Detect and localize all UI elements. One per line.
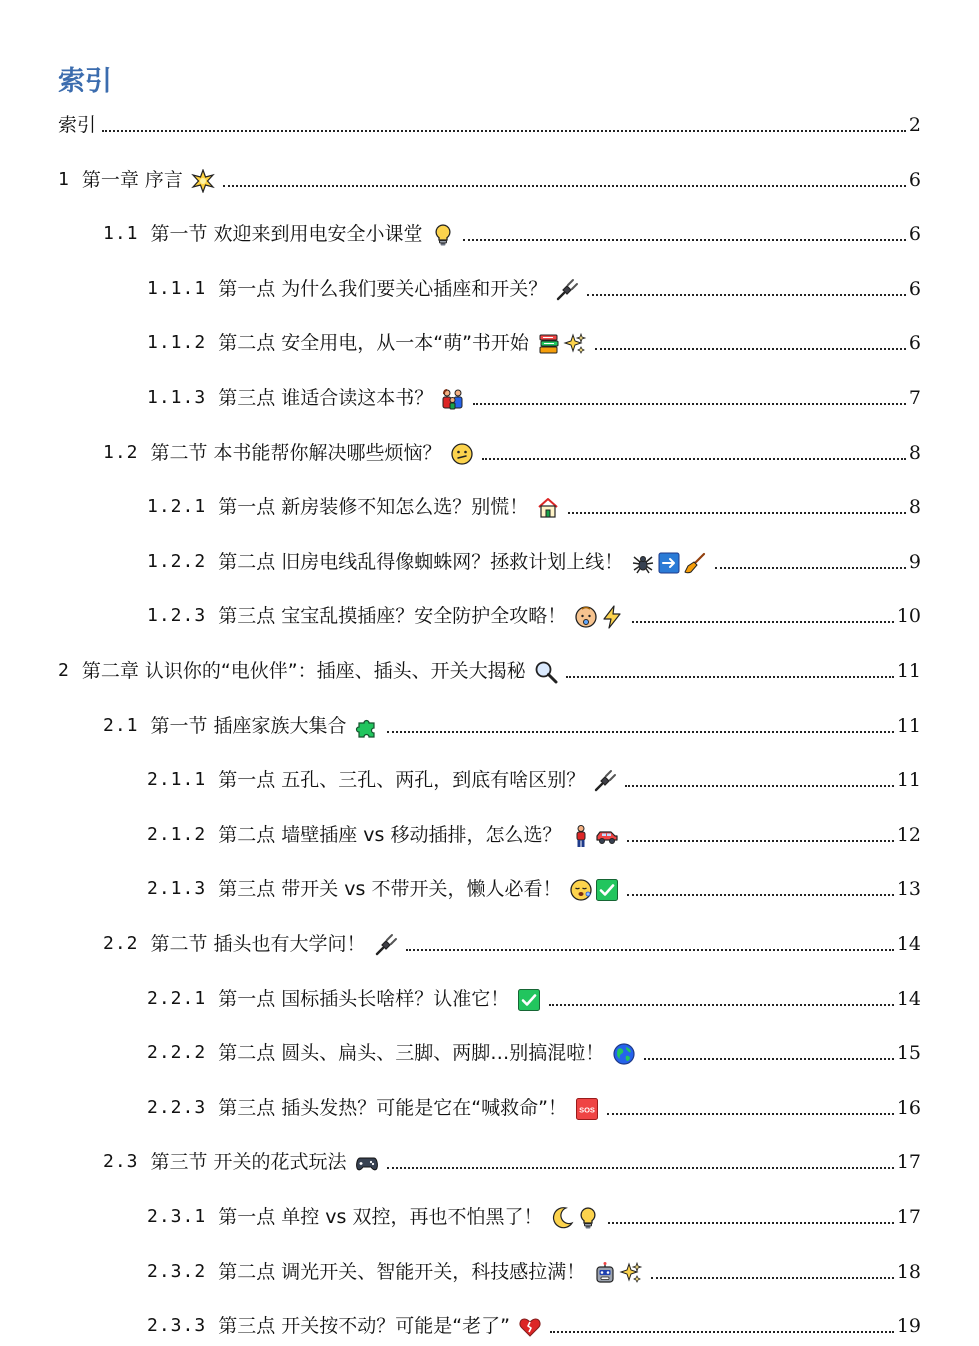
toc-entry-page-number: 11 <box>896 769 921 792</box>
dot-leader <box>223 185 906 187</box>
dot-leader <box>644 1058 894 1060</box>
toc-entry-emojis <box>593 1261 645 1285</box>
toc-entry-title: 第一点 新房装修不知怎么选？别慌！ <box>218 496 529 519</box>
toc-entry[interactable] <box>147 595 921 629</box>
dot-leader <box>102 130 906 132</box>
toc-entry-title: 第二章 认识你的“电伙伴”：插座、插头、开关大揭秘 <box>81 660 526 682</box>
toc-entry-page-number: 14 <box>896 933 921 955</box>
toc-entry-page-number: 2 <box>908 114 921 136</box>
toc-entry[interactable] <box>103 923 921 957</box>
sleepy-face-icon <box>569 878 593 902</box>
toc-entry-emojis <box>537 332 589 356</box>
broom-icon <box>683 551 707 575</box>
toc-entry-title: 第三节 开关的花式玩法 <box>150 1151 347 1174</box>
check-mark-icon <box>517 988 541 1012</box>
dot-leader <box>625 785 894 787</box>
sparkles-icon <box>619 1261 643 1285</box>
toc-entry-emojis <box>441 387 467 411</box>
toc-entry-number: 2.3 <box>103 1151 139 1173</box>
toc-entry-page-number: 6 <box>908 332 921 355</box>
dot-leader <box>627 894 893 896</box>
person-icon <box>569 824 593 848</box>
toc-entry-page-number: 19 <box>896 1315 921 1338</box>
toc-entry-emojis <box>612 1042 638 1066</box>
toc-entry-emojis <box>631 551 709 575</box>
toc-entry-page-number: 6 <box>908 277 921 300</box>
toc-entry-title: 第二点 旧房电线乱得像蜘蛛网？拯救计划上线！ <box>218 550 624 573</box>
toc-entry[interactable] <box>103 1141 921 1175</box>
toc-entry-number: 2.3.1 <box>147 1206 207 1227</box>
confused-face-icon <box>450 442 474 466</box>
toc-entry-number: 1.1 <box>103 223 139 245</box>
crescent-moon-icon <box>550 1206 574 1230</box>
toc-entry[interactable] <box>147 1032 921 1066</box>
toc-entry[interactable] <box>147 814 921 848</box>
toc-entry[interactable] <box>147 541 921 575</box>
toc-entry[interactable] <box>103 213 921 247</box>
toc-entry[interactable] <box>147 1305 921 1339</box>
dot-leader <box>595 348 906 350</box>
dot-leader <box>463 239 906 241</box>
toc-entry-number: 2.1.2 <box>147 823 207 845</box>
broken-heart-icon <box>518 1315 542 1339</box>
dot-leader <box>387 1167 894 1169</box>
dot-leader <box>632 621 894 623</box>
toc-entry-number: 2.3.2 <box>147 1260 207 1282</box>
baby-icon <box>574 605 598 629</box>
toc-entry-page-number: 17 <box>896 1206 921 1228</box>
globe-icon <box>612 1042 636 1066</box>
toc-entry[interactable] <box>147 759 921 793</box>
toc-entry-page-number: 6 <box>908 168 921 191</box>
toc-entry-number: 1.1.3 <box>147 387 207 408</box>
toc-entry-number: 2.1 <box>103 714 139 736</box>
toc-entry-page-number: 14 <box>896 987 921 1010</box>
toc-entry-number: 2.1.1 <box>147 769 207 791</box>
toc-entry-title: 第三点 带开关 vs 不带开关，懒人必看！ <box>218 878 562 901</box>
toc-entry[interactable] <box>147 1087 921 1121</box>
toc-entry-number: 1.1.2 <box>147 332 207 354</box>
toc-entry-number: 1 <box>58 168 70 190</box>
toc-entry[interactable] <box>147 486 921 520</box>
toc-entry-number: 1.2.2 <box>147 550 207 572</box>
sparkles-icon <box>563 332 587 356</box>
toc-entry-page-number: 8 <box>908 496 921 519</box>
magnifier-icon <box>534 660 558 684</box>
dot-leader <box>587 294 906 296</box>
toc-entry-number: 1.2.1 <box>147 496 207 518</box>
toc-entry-number: 1.1.1 <box>147 277 207 299</box>
toc-entry-title: 第一章 序言 <box>81 168 183 191</box>
toc-entry-title: 第一节 插座家族大集合 <box>150 714 347 737</box>
game-controller-icon <box>355 1151 379 1175</box>
lightning-icon <box>600 605 624 629</box>
toc-entry[interactable] <box>103 705 921 739</box>
toc-entry-number: 1.2 <box>103 441 139 463</box>
dot-leader <box>387 731 894 733</box>
toc-entry-title: 第三点 开关按不动？可能是“老了” <box>218 1315 510 1338</box>
toc-entry-title: 第三点 宝宝乱摸插座？安全防护全攻略！ <box>218 605 567 628</box>
toc-entry-page-number: 6 <box>908 223 921 246</box>
toc-entry-emojis <box>450 442 476 466</box>
toc-heading: 索引 <box>58 66 112 97</box>
toc-entry-page-number: 16 <box>896 1096 921 1119</box>
toc-entry[interactable] <box>147 1251 921 1285</box>
dot-leader <box>482 458 906 460</box>
toc-entry-number: 2.1.3 <box>147 878 207 900</box>
toc-entry-page-number: 7 <box>908 387 921 409</box>
toc-entry[interactable] <box>58 104 921 138</box>
toc-entry-title: 第一点 单控 vs 双控，再也不怕黑了！ <box>218 1206 543 1228</box>
spider-icon <box>631 551 655 575</box>
dot-leader <box>608 1222 893 1224</box>
toc-entry-title: 第一点 为什么我们要关心插座和开关？ <box>218 277 548 300</box>
toc-entry[interactable] <box>147 868 921 902</box>
toc-entry[interactable] <box>147 978 921 1012</box>
toc-entry-title: 第二节 插头也有大学问！ <box>150 933 366 955</box>
toc-entry-emojis <box>191 169 217 193</box>
toc-entry[interactable] <box>103 432 921 466</box>
toc-entry-title: 第一节 欢迎来到用电安全小课堂 <box>150 223 423 246</box>
toc-entry-emojis <box>534 660 560 684</box>
toc-entry-emojis <box>518 1315 544 1339</box>
dot-leader <box>627 840 893 842</box>
toc-entry-page-number: 13 <box>896 878 921 901</box>
plug-icon <box>593 769 617 793</box>
toc-entry-number: 1.2.3 <box>147 605 207 627</box>
toc-entry-page-number: 11 <box>896 714 921 737</box>
toc-entry[interactable] <box>147 377 921 411</box>
puzzle-icon <box>355 715 379 739</box>
toc-entry-emojis <box>569 878 621 902</box>
plug-icon <box>374 933 398 957</box>
toc-entry-emojis <box>593 769 619 793</box>
right-arrow-icon <box>657 551 681 575</box>
toc-entry-title: 索引 <box>58 114 97 136</box>
toc-entry-number: 2.2 <box>103 933 139 954</box>
house-icon <box>536 496 560 520</box>
car-icon <box>595 824 619 848</box>
toc-entry-emojis <box>575 1097 601 1121</box>
toc-entry-title: 第二点 墙壁插座 vs 移动插排，怎么选？ <box>218 823 562 846</box>
dot-leader <box>651 1277 894 1279</box>
books-icon <box>537 332 561 356</box>
toc-entry-emojis <box>355 715 381 739</box>
light-bulb-icon <box>576 1206 600 1230</box>
toc-entry-title: 第一点 国标插头长啥样？认准它！ <box>218 987 510 1010</box>
toc-entry-page-number: 18 <box>896 1260 921 1283</box>
toc-entry-number: 2 <box>58 660 70 681</box>
dot-leader <box>715 567 906 569</box>
dot-leader <box>473 403 906 405</box>
toc-entry-emojis <box>574 605 626 629</box>
toc-entry-title: 第二点 安全用电，从一本“萌”书开始 <box>218 332 529 355</box>
toc-entry-title: 第二节 本书能帮你解决哪些烦恼？ <box>150 441 442 464</box>
toc-entry-emojis <box>431 223 457 247</box>
family-icon <box>441 387 465 411</box>
toc-entry-emojis <box>550 1206 602 1230</box>
dot-leader <box>549 1004 894 1006</box>
toc-entry-emojis <box>374 933 400 957</box>
dot-leader <box>568 512 906 514</box>
light-bulb-icon <box>431 223 455 247</box>
dot-leader <box>566 676 894 678</box>
toc-entry-emojis <box>569 824 621 848</box>
toc-entry-emojis <box>517 988 543 1012</box>
toc-entry-emojis <box>555 278 581 302</box>
toc-entry-number: 2.2.2 <box>147 1042 207 1064</box>
toc-entry-page-number: 10 <box>896 605 921 628</box>
toc-entry-title: 第二点 圆头、扁头、三脚、两脚…别搞混啦！ <box>218 1042 605 1065</box>
toc-entry-page-number: 15 <box>896 1042 921 1065</box>
toc-entry[interactable] <box>58 159 921 193</box>
toc-entry[interactable] <box>147 268 921 302</box>
robot-icon <box>593 1261 617 1285</box>
toc-entry-number: 2.2.1 <box>147 987 207 1009</box>
toc-entry-page-number: 17 <box>896 1151 921 1174</box>
dot-leader <box>550 1331 894 1333</box>
toc-entry-title: 第二点 调光开关、智能开关，科技感拉满！ <box>218 1260 586 1283</box>
toc-entry-emojis <box>536 496 562 520</box>
check-mark-icon <box>595 878 619 902</box>
toc-entry[interactable] <box>58 650 921 684</box>
dot-leader <box>607 1113 894 1115</box>
sos-icon <box>575 1097 599 1121</box>
plug-icon <box>555 278 579 302</box>
sparkle-burst-icon <box>191 169 215 193</box>
toc-entry-number: 2.3.3 <box>147 1315 207 1337</box>
toc-entry-page-number: 12 <box>896 823 921 846</box>
toc-entry-emojis <box>355 1151 381 1175</box>
dot-leader <box>406 949 894 951</box>
toc-entry[interactable] <box>147 322 921 356</box>
toc-entry[interactable] <box>147 1196 921 1230</box>
toc-entry-title: 第三点 谁适合读这本书？ <box>218 387 434 409</box>
toc-entry-page-number: 8 <box>908 441 921 464</box>
toc-entry-title: 第一点 五孔、三孔、两孔，到底有啥区别？ <box>218 769 586 792</box>
toc-entry-title: 第三点 插头发热？可能是它在“喊救命”！ <box>218 1096 567 1119</box>
toc-entry-page-number: 11 <box>896 660 921 682</box>
toc-entry-number: 2.2.3 <box>147 1096 207 1118</box>
toc-entry-page-number: 9 <box>908 550 921 573</box>
sos-text: SOS <box>579 1105 595 1115</box>
